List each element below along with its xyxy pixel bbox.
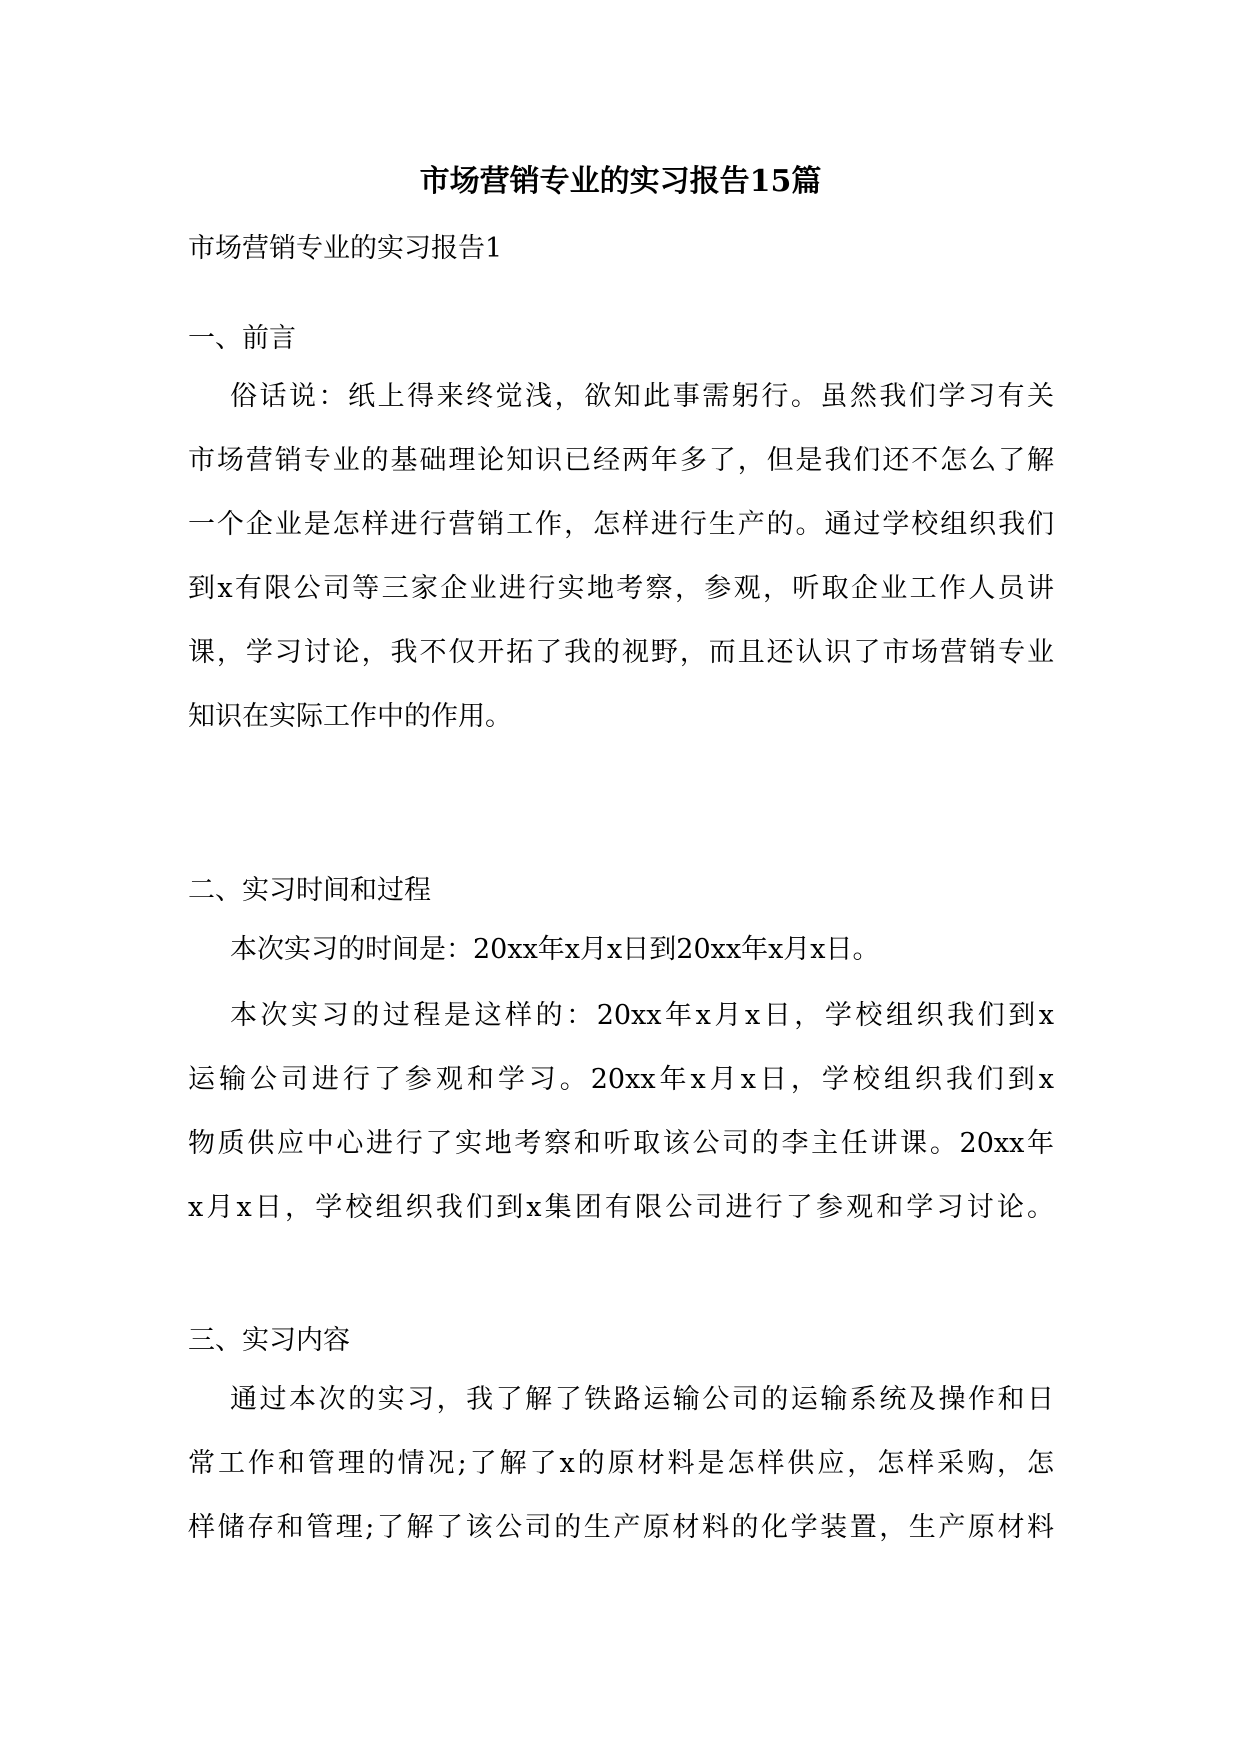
paragraph-line: 本次实习的过程是这样的：20xx年x月x日，学校组织我们到x <box>230 1000 1054 1031</box>
paragraph-content <box>188 1368 1054 1560</box>
paragraph-time <box>188 918 1054 982</box>
section-heading-preface: 一、前言 <box>188 323 296 354</box>
paragraph-line: 通过本次的实习，我了解了铁路运输公司的运输系统及操作和日 <box>230 1384 1054 1415</box>
paragraph-process <box>188 984 1054 1240</box>
paragraph-line: 到x有限公司等三家企业进行实地考察，参观，听取企业工作人员讲 <box>188 573 1054 604</box>
paragraph-line: x月x日，学校组织我们到x集团有限公司进行了参观和学习讨论。 <box>188 1192 1054 1223</box>
paragraph-line: 知识在实际工作中的作用。 <box>188 701 512 732</box>
section-heading-content: 三、实习内容 <box>188 1325 350 1356</box>
section-heading-time-process: 二、实习时间和过程 <box>188 875 431 906</box>
paragraph-line: 市场营销专业的基础理论知识已经两年多了，但是我们还不怎么了解 <box>188 445 1054 476</box>
report-subtitle: 市场营销专业的实习报告1 <box>188 233 503 264</box>
paragraph-preface <box>188 365 1054 749</box>
document-title: 市场营销专业的实习报告15篇 <box>419 164 822 199</box>
paragraph-line: 物质供应中心进行了实地考察和听取该公司的李主任讲课。20xx年 <box>188 1128 1054 1159</box>
paragraph-line: 常工作和管理的情况;了解了x的原材料是怎样供应，怎样采购，怎 <box>188 1448 1054 1479</box>
paragraph-line: 课，学习讨论，我不仅开拓了我的视野，而且还认识了市场营销专业 <box>188 637 1054 668</box>
paragraph-line: 样储存和管理;了解了该公司的生产原材料的化学装置，生产原材料 <box>188 1512 1054 1543</box>
paragraph-line: 俗话说：纸上得来终觉浅，欲知此事需躬行。虽然我们学习有关 <box>230 381 1054 412</box>
paragraph-line: 运输公司进行了参观和学习。20xx年x月x日，学校组织我们到x <box>188 1064 1054 1095</box>
paragraph-line: 本次实习的时间是：20xx年x月x日到20xx年x月x日。 <box>230 934 880 965</box>
paragraph-line: 一个企业是怎样进行营销工作，怎样进行生产的。通过学校组织我们 <box>188 509 1054 540</box>
